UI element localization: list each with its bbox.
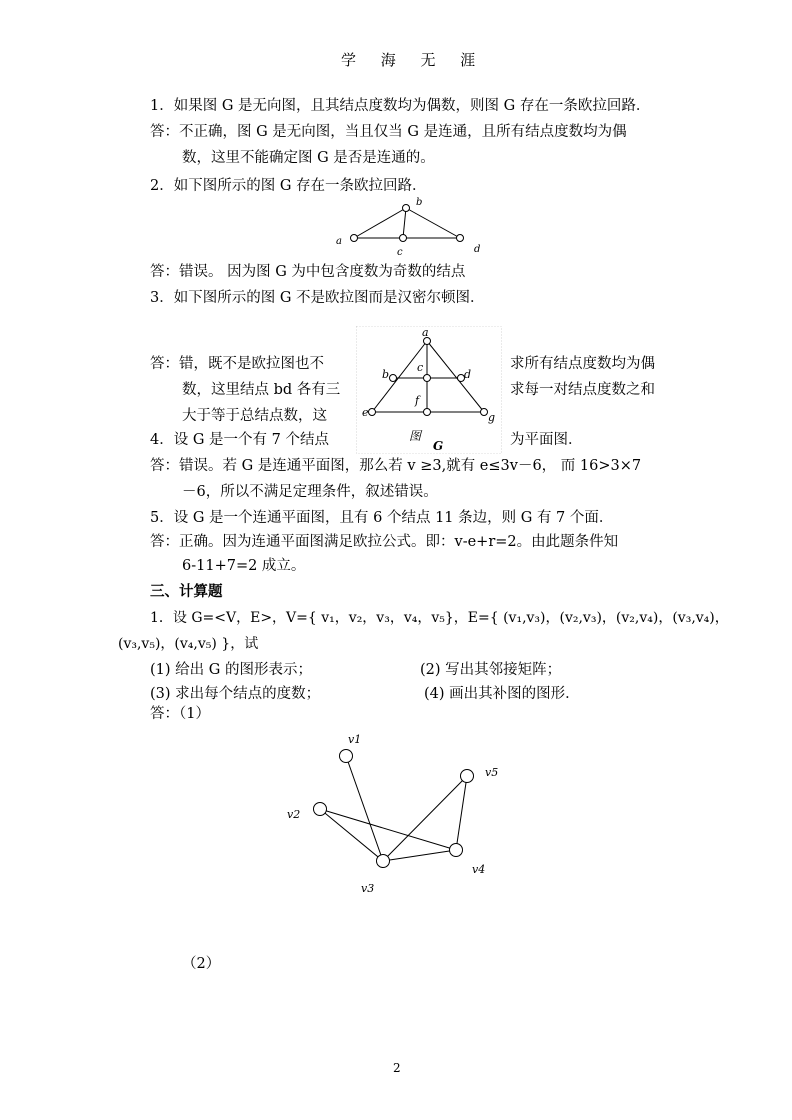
question-2: 2．如下图所示的图 G 存在一条欧拉回路． — [150, 178, 427, 194]
node-c — [424, 375, 431, 382]
node-a — [351, 235, 358, 242]
label-d: d — [464, 368, 472, 381]
answer-4-line-2: －6，所以不满足定理条件，叙述错误。 — [182, 484, 438, 500]
node-f — [424, 409, 431, 416]
figure-q3-caption-2: G — [433, 439, 444, 453]
node-v5 — [461, 770, 474, 783]
label-f: f — [415, 394, 420, 407]
label-v3: v3 — [361, 882, 375, 895]
label-d: d — [474, 244, 481, 255]
answer-1-line-2: 数，这里不能确定图 G 是否是连通的。 — [182, 150, 435, 166]
node-v3 — [377, 855, 390, 868]
answer-part-2-label: （2） — [182, 956, 221, 972]
node-d — [457, 235, 464, 242]
figure-q3-graph — [356, 326, 502, 456]
calc-problem-1-line-1: 1．设 G=<V，E>，V={ v₁，v₂，v₃，v₄，v₅}，E={ (v₁,v₃)，(v₂,v₃)，(v₂,v₄)，(v₃,v₄)， — [150, 610, 729, 626]
node-v4 — [450, 844, 463, 857]
answer-1-line-1: 答：不正确，图 G 是无向图，当且仅当 G 是连通，且所有结点度数均为偶 — [150, 124, 627, 140]
page-number: 2 — [393, 1061, 401, 1075]
label-g: g — [488, 411, 496, 424]
calc-problem-1-line-2: (v₃,v₅)，(v₄,v₅) }，试 — [118, 636, 259, 652]
label-v1: v1 — [348, 733, 362, 746]
figure-calc-graph — [280, 728, 520, 898]
figure-q3-caption-1: 图 — [409, 429, 422, 443]
sub-question-4: (4) 画出其补图的图形． — [424, 686, 580, 702]
answer-part-1-label: 答：（1） — [150, 706, 210, 722]
answer-3-line-3-left: 大于等于总结点数，这 — [182, 408, 327, 424]
node-e — [369, 409, 376, 416]
node-v2 — [314, 803, 327, 816]
node-b — [390, 375, 397, 382]
answer-5-line-1: 答：正确。因为连通平面图满足欧拉公式。即：v-e+r=2。由此题条件知 — [150, 534, 619, 550]
answer-3-line-2-right: 求每一对结点度数之和 — [510, 382, 655, 398]
label-a: a — [422, 326, 429, 339]
node-c — [400, 235, 407, 242]
node-v1 — [340, 750, 353, 763]
label-c: c — [417, 361, 424, 374]
question-1: 1．如果图 G 是无向图，且其结点度数均为偶数，则图 G 存在一条欧拉回路． — [150, 98, 651, 114]
answer-4-line-1: 答：错误。若 G 是连通平面图，那么若 v ≥3,就有 e≤3v－6， 而 16>3×7 — [150, 458, 642, 474]
question-4-left: 4．设 G 是一个有 7 个结点 — [150, 432, 329, 448]
section-3-title: 三、计算题 — [150, 584, 223, 600]
question-3: 3．如下图所示的图 G 不是欧拉图而是汉密尔顿图． — [150, 290, 485, 306]
sub-question-3: (3) 求出每个结点的度数； — [150, 686, 321, 702]
page-header: 学 海 无 涯 — [341, 51, 486, 69]
label-b: b — [382, 368, 390, 381]
question-4-right: 为平面图． — [510, 432, 583, 448]
label-c: c — [397, 247, 403, 258]
answer-3-line-1-left: 答：错，既不是欧拉图也不 — [150, 356, 324, 372]
question-5: 5．设 G 是一个连通平面图，且有 6 个结点 11 条边，则 G 有 7 个面． — [150, 510, 614, 526]
label-a: a — [336, 236, 342, 247]
answer-2: 答：错误。 因为图 G 为中包含度数为奇数的结点 — [150, 264, 466, 280]
node-b — [403, 205, 410, 212]
label-b: b — [416, 197, 423, 208]
answer-5-line-2: 6-11+7=2 成立。 — [182, 558, 306, 574]
label-e: e — [362, 406, 369, 419]
node-g — [481, 409, 488, 416]
figure-q2-graph — [330, 194, 500, 258]
label-v4: v4 — [472, 863, 486, 876]
answer-3-line-1-right: 求所有结点度数均为偶 — [510, 356, 655, 372]
label-v5: v5 — [485, 766, 499, 779]
answer-3-line-2-left: 数，这里结点 bd 各有三 — [182, 382, 341, 398]
label-v2: v2 — [287, 808, 301, 821]
sub-question-1: (1) 给出 G 的图形表示； — [150, 662, 312, 678]
sub-question-2: (2) 写出其邻接矩阵； — [420, 662, 562, 678]
